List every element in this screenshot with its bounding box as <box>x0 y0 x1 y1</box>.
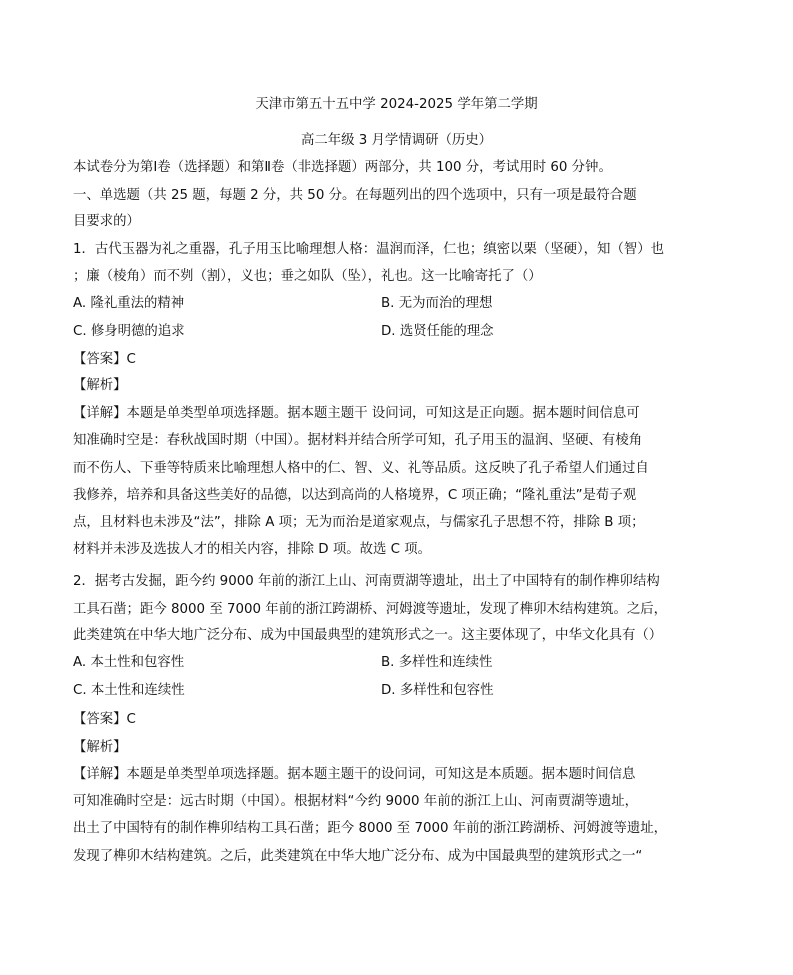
q1-option-c: C. 修身明德的追求 <box>73 324 185 339</box>
q1-detail-line-1: 【详解】本题是单类型单项选择题。据本题主题干 设问词，可知这是正向题。据本题时间信息可 <box>73 406 640 421</box>
section-heading-line-1: 一、单选题（共 25 题，每题 2 分，共 50 分。在每题列出的四个选项中，只有一项是最符合题 <box>73 188 637 203</box>
exam-title: 天津市第五十五中学 2024-2025 学年第二学期 <box>255 97 538 112</box>
q1-detail-line-6: 材料并未涉及选拔人才的相关内容，排除 D 项。故选 C 项。 <box>73 542 432 557</box>
q2-detail-line-2: 可知准确时空是：远古时期（中国）。根据材料“今约 9000 年前的浙江上山、河南贾湖等遗址， <box>73 794 639 809</box>
q1-detail-line-2: 知准确时空是：春秋战国时期（中国）。据材料并结合所学可知，孔子用玉的温润、坚硬、有棱角 <box>73 433 643 448</box>
q2-option-c: C. 本土性和连续性 <box>73 683 185 698</box>
q1-detail-line-4: 我修养，培养和具备这些美好的品德，以达到高尚的人格境界，C 项正确；“隆礼重法”是荀子观 <box>73 488 637 503</box>
q1-option-a: A. 隆礼重法的精神 <box>73 296 185 311</box>
q1-detail-line-5: 点，且材料也未涉及“法”，排除 A 项；无为而治是道家观点，与儒家孔子思想不符，排除 B 项； <box>73 515 645 530</box>
section-heading-line-2: 目要求的） <box>73 214 140 229</box>
q2-stem-line-3: 此类建筑在中华大地广泛分布、成为中国最典型的建筑形式之一。这主要体现了，中华文化具有（） <box>73 628 663 643</box>
q2-answer: 【答案】C <box>73 712 136 727</box>
q1-option-b: B. 无为而治的理想 <box>381 296 493 311</box>
q2-stem-line-1: 2．据考古发掘，距今约 9000 年前的浙江上山、河南贾湖等遗址，出土了中国特有的制作榫卯结构 <box>73 574 660 589</box>
q2-option-b: B. 多样性和连续性 <box>381 655 493 670</box>
q2-option-d: D. 多样性和包容性 <box>381 683 494 698</box>
q2-stem-line-2: 工具石凿；距今 8000 至 7000 年前的浙江跨湖桥、河姆渡等遗址，发现了榫卯木结构建筑。之后， <box>73 602 668 617</box>
q1-option-d: D. 选贤任能的理念 <box>381 324 494 339</box>
q1-stem-line-2: ；廉（棱角）而不刿（割），义也；垂之如队（坠），礼也。这一比喻寄托了（） <box>73 269 542 284</box>
q1-analysis-label: 【解析】 <box>73 378 127 393</box>
q1-stem-line-1: 1．古代玉器为礼之重器，孔子用玉比喻理想人格：温润而泽，仁也；缜密以栗（坚硬），知（智）也 <box>73 242 665 257</box>
q2-detail-line-1: 【详解】本题是单类型单项选择题。据本题主题干的设问词，可知这是本质题。据本题时间信息 <box>73 767 636 782</box>
q2-detail-line-3: 出土了中国特有的制作榫卯结构工具石凿；距今 8000 至 7000 年前的浙江跨湖桥、河姆渡等遗址， <box>73 821 668 836</box>
exam-intro: 本试卷分为第Ⅰ卷（选择题）和第Ⅱ卷（非选择题）两部分，共 100 分，考试用时 60 分钟。 <box>73 160 612 175</box>
q1-detail-line-3: 而不伤人、下垂等特质来比喻理想人格中的仁、智、义、礼等品质。这反映了孔子希望人们通过自 <box>73 461 649 476</box>
q2-analysis-label: 【解析】 <box>73 740 127 755</box>
q2-option-a: A. 本土性和包容性 <box>73 655 185 670</box>
q1-answer: 【答案】C <box>73 352 136 367</box>
q2-detail-line-4: 发现了榫卯木结构建筑。之后，此类建筑在中华大地广泛分布、成为中国最典型的建筑形式之一“ <box>73 849 643 864</box>
exam-subtitle: 高二年级 3 月学情调研（历史） <box>300 133 493 148</box>
